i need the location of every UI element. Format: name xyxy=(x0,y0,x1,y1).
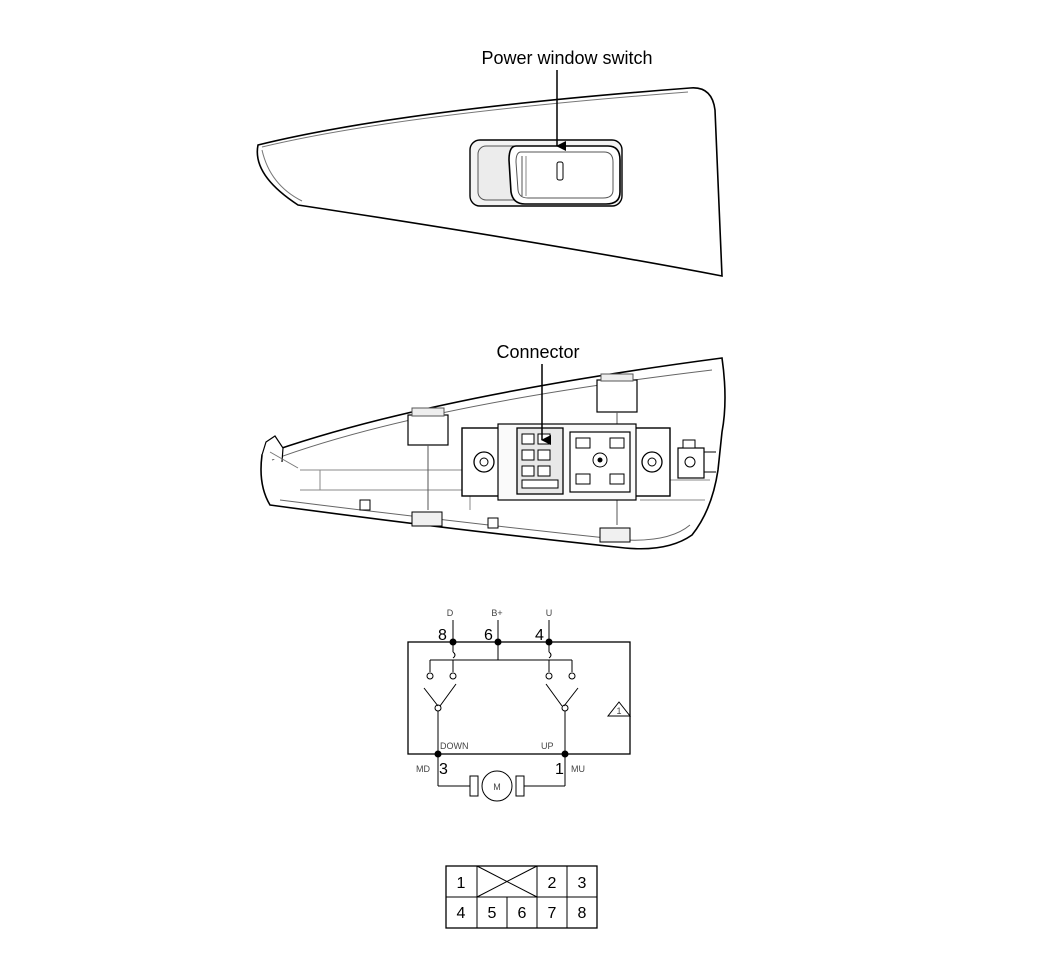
mu-label: MU xyxy=(571,764,585,774)
cell-pin-3: 3 xyxy=(577,875,587,892)
down-label: DOWN xyxy=(440,741,469,751)
cell-pin-7: 7 xyxy=(547,905,557,922)
cell-pin-8: 8 xyxy=(577,905,587,922)
cell-pin-5: 5 xyxy=(487,905,497,922)
cell-pin-2: 2 xyxy=(547,875,557,892)
signal-d-label: D xyxy=(446,608,454,618)
switch-top-view xyxy=(257,88,722,276)
connector-face-view xyxy=(446,866,597,928)
up-label: UP xyxy=(541,741,554,751)
pin-1-label: 1 xyxy=(555,761,564,778)
switch-callout-label: Power window switch xyxy=(481,48,653,68)
md-label: MD xyxy=(416,764,430,774)
cell-pin-1: 1 xyxy=(456,875,466,892)
pin-8-label: 8 xyxy=(438,627,447,644)
schematic-labels xyxy=(416,608,622,792)
pin-4-label: 4 xyxy=(535,627,544,644)
signal-bplus-label: B+ xyxy=(491,608,503,618)
switch-back-view xyxy=(261,358,725,549)
pin-6-label: 6 xyxy=(484,627,493,644)
signal-u-label: U xyxy=(545,608,553,618)
cell-pin-4: 4 xyxy=(456,905,466,922)
note-symbol: 1 xyxy=(616,706,622,716)
pin-3-label: 3 xyxy=(439,761,448,778)
motor-label: M xyxy=(493,782,501,792)
cell-pin-6: 6 xyxy=(517,905,527,922)
connector-callout-label: Connector xyxy=(496,342,580,362)
